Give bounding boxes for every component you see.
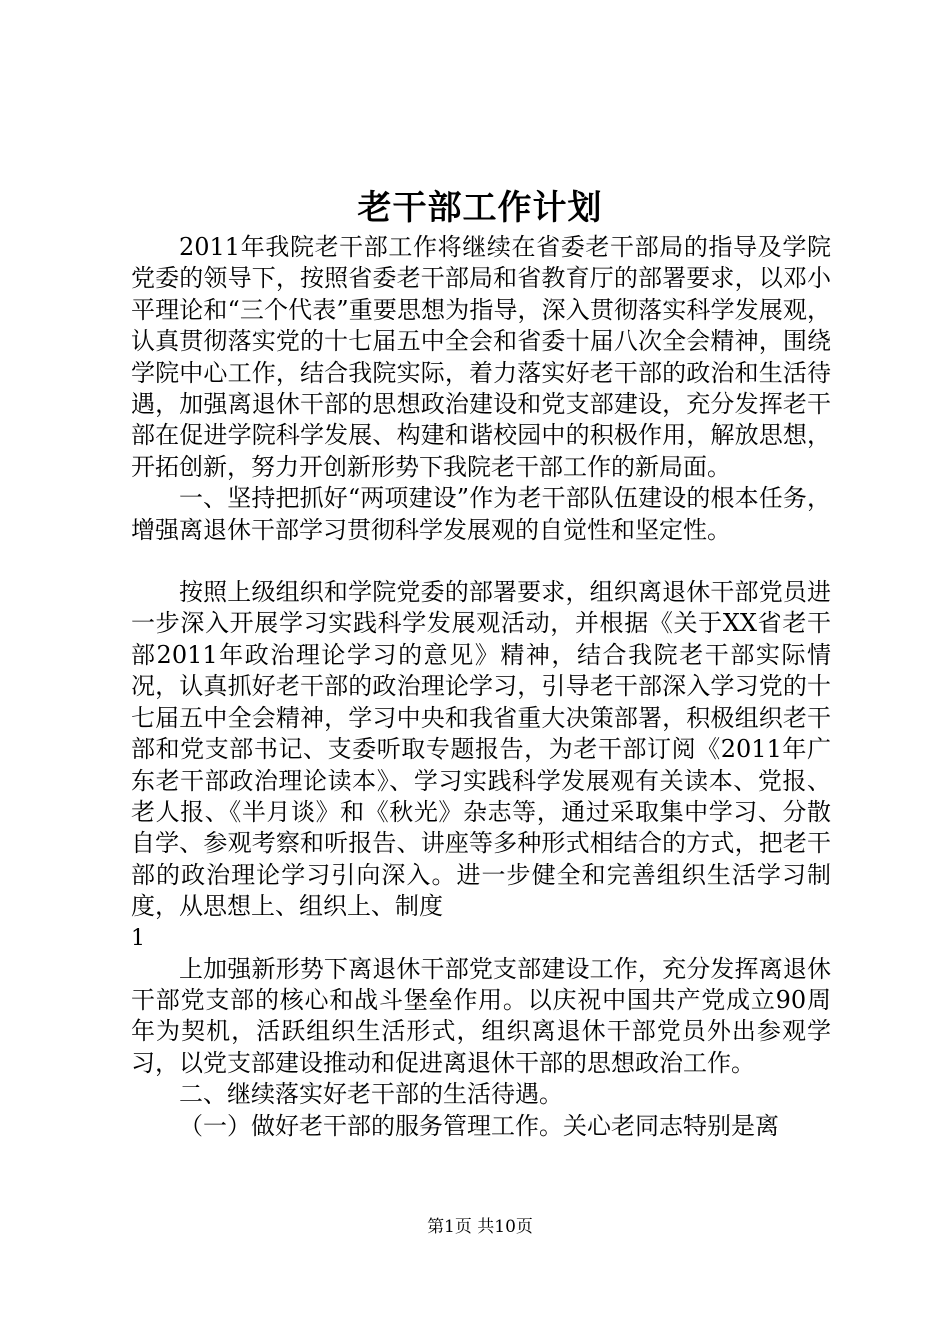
paragraph-section-one-heading: 一、坚持把抓好“两项建设”作为老干部队伍建设的根本任务，增强离退休干部学习贯彻科学发展观的自觉性和坚定性。: [131, 484, 831, 544]
paragraph-intro: 2011年我院老干部工作将继续在省委老干部局的指导及学院党委的领导下，按照省委老干部局和省教育厅的部署要求，以邓小平理论和“三个代表”重要思想为指导，深入贯彻落实科学发展观，认真贯彻落实党的十七届五中全会和省委十届八次全会精神，围绕学院中心工作，结合我院实际，着力落实好老干部的政治和生活待遇，加强离退休干部的思想政治建设和党支部建设，充分发挥老干部在促进学院科学发展、构建和谐校园中的积极作用，解放思想，开拓创新，努力开创新形势下我院老干部工作的新局面。: [131, 233, 831, 481]
document-body: [131, 232, 831, 1142]
paragraph-section-two-heading: 二、继续落实好老干部的生活待遇。: [179, 1080, 563, 1109]
page-break-marker: 1: [131, 925, 145, 951]
paragraph-section-one-body: 按照上级组织和学院党委的部署要求，组织离退休干部党员进一步深入开展学习实践科学发展观活动，并根据《关于XX省老干部2011年政治理论学习的意见》精神，结合我院老干部实际情况，认真抓好老干部的政治理论学习，引导老干部深入学习党的十七届五中全会精神，学习中央和我省重大决策部署，积极组织老干部和党支部书记、支委听取专题报告，为老干部订阅《2011年广东老干部政治理论读本》、学习实践科学发展观有关读本、党报、老人报、《半月谈》和《秋光》杂志等，通过采取集中学习、分散自学、参观考察和听报告、讲座等多种形式相结合的方式，把老干部的政治理论学习引向深入。进一步健全和完善组织生活学习制度，从思想上、组织上、制度: [131, 578, 831, 921]
paragraph-party-branch: 上加强新形势下离退休干部党支部建设工作，充分发挥离退休干部党支部的核心和战斗堡垒作用。以庆祝中国共产党成立90周年为契机，活跃组织生活形式，组织离退休干部党员外出参观学习，以党支部建设推动和促进离退休干部的思想政治工作。: [131, 954, 831, 1077]
page-footer: 第1页 共10页: [427, 1217, 533, 1237]
document-title: 老干部工作计划: [357, 188, 603, 228]
paragraph-subsection-one: （一）做好老干部的服务管理工作。关心老同志特别是离: [179, 1111, 779, 1140]
